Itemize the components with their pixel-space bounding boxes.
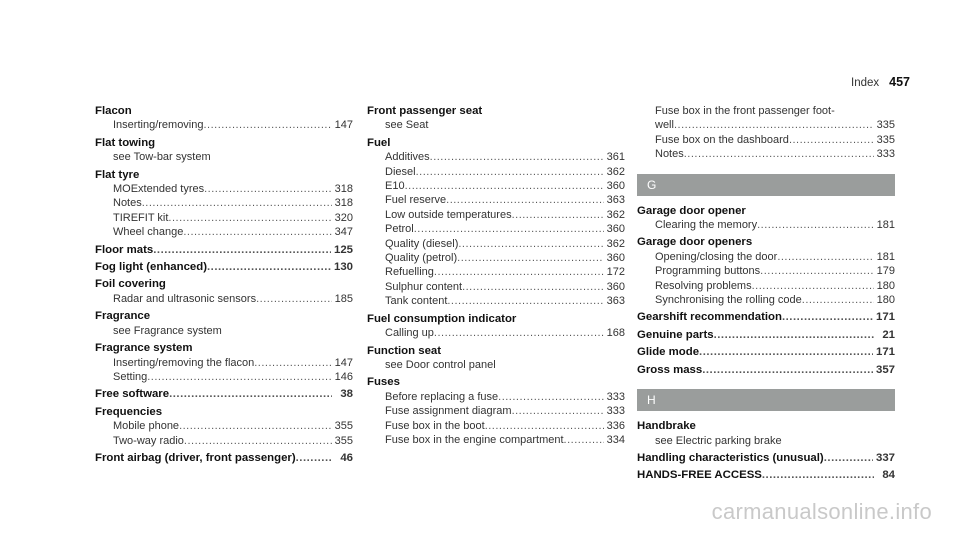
index-entry[interactable]: Fuse box on the dashboard ..... 335 xyxy=(655,133,895,147)
index-entry[interactable]: Programming buttons ..... 179 xyxy=(655,264,895,278)
index-entry-bold[interactable]: Genuine parts ..... 21 xyxy=(637,328,895,342)
index-entry[interactable]: Mobile phone ..... 355 xyxy=(113,419,353,433)
index-entry[interactable]: MOExtended tyres ..... 318 xyxy=(113,182,353,196)
index-entry[interactable]: Calling up ..... 168 xyxy=(385,326,625,340)
index-entry-bold[interactable]: Gross mass ..... 357 xyxy=(637,363,895,377)
index-entry[interactable]: Petrol ..... 360 xyxy=(385,222,625,236)
index-heading: Frequencies xyxy=(95,405,163,418)
index-entry[interactable]: Low outside temperatures ..... 362 xyxy=(385,208,625,222)
index-entry[interactable]: Fuse assignment diagram ..... 333 xyxy=(385,404,625,418)
index-heading: Flat tyre xyxy=(95,168,140,181)
index-entry[interactable]: Clearing the memory ..... 181 xyxy=(655,218,895,232)
page-header xyxy=(851,75,910,89)
index-entry[interactable]: Notes ..... 333 xyxy=(655,147,895,161)
index-entry-bold[interactable]: HANDS-FREE ACCESS ..... 84 xyxy=(637,468,895,482)
index-entry[interactable]: Before replacing a fuse ..... 333 xyxy=(385,390,625,404)
index-entry-bold[interactable]: Gearshift recommendation ..... 171 xyxy=(637,310,895,324)
index-heading: Fragrance xyxy=(95,310,151,323)
index-entry-bold[interactable]: Floor mats ..... 125 xyxy=(95,243,353,257)
index-entry-bold[interactable]: Handling characteristics (unusual) ..... 337 xyxy=(637,451,895,465)
index-entry[interactable]: Refuelling ..... 172 xyxy=(385,265,625,279)
index-entry-bold[interactable]: Front airbag (driver, front passenger) ..... 46 xyxy=(95,451,353,465)
index-heading: Foil covering xyxy=(95,278,166,291)
index-entry[interactable]: Fuel reserve ..... 363 xyxy=(385,193,625,207)
see-reference[interactable]: see Fragrance system xyxy=(113,324,222,337)
index-entry[interactable]: Opening/closing the door ..... 181 xyxy=(655,250,895,264)
index-entry[interactable]: Diesel ..... 362 xyxy=(385,165,625,179)
see-reference[interactable]: see Tow-bar system xyxy=(113,151,211,164)
index-entry[interactable]: TIREFIT kit ..... 320 xyxy=(113,211,353,225)
index-entry[interactable]: Quality (petrol) ..... 360 xyxy=(385,251,625,265)
index-entry[interactable]: Inserting/removing the flacon ..... 147 xyxy=(113,356,353,370)
index-heading: Handbrake xyxy=(637,420,696,433)
index-entry[interactable]: Setting ..... 146 xyxy=(113,370,353,384)
section-letter-h: H xyxy=(637,389,895,411)
index-entry-bold[interactable]: Glide mode ..... 171 xyxy=(637,345,895,359)
index-heading: Fuel xyxy=(367,136,391,149)
index-entry[interactable]: E10 ..... 360 xyxy=(385,179,625,193)
section-letter-g: G xyxy=(637,174,895,196)
index-column-1 xyxy=(95,104,353,465)
index-heading: Garage door openers xyxy=(637,236,753,249)
index-heading: Flacon xyxy=(95,105,132,117)
index-entry-bold[interactable]: Free software ..... 38 xyxy=(95,387,353,401)
index-entry[interactable]: Tank content ..... 363 xyxy=(385,294,625,308)
index-entry[interactable]: Sulphur content ..... 360 xyxy=(385,280,625,294)
index-heading: Fuel consumption indicator xyxy=(367,312,517,325)
index-entry[interactable]: Fuse box in the boot ..... 336 xyxy=(385,419,625,433)
index-entry[interactable]: Radar and ultrasonic sensors ..... 185 xyxy=(113,292,353,306)
index-heading: Function seat xyxy=(367,344,442,357)
index-entry[interactable]: Notes ..... 318 xyxy=(113,196,353,210)
watermark: carmanualsonline.info xyxy=(711,499,932,524)
index-heading: Garage door opener xyxy=(637,204,746,217)
see-reference[interactable]: see Electric parking brake xyxy=(655,434,782,447)
header-label: Index xyxy=(851,77,880,89)
index-entry[interactable]: Two-way radio ..... 355 xyxy=(113,434,353,448)
index-entry[interactable]: Fuse box in the engine compartment ..... 334 xyxy=(385,433,625,447)
index-entry-bold[interactable]: Fog light (enhanced) ..... 130 xyxy=(95,260,353,274)
index-heading: Front passenger seat xyxy=(367,105,483,117)
index-entry-continued: Fuse box in the front passenger foot- xyxy=(655,105,835,117)
index-entry[interactable]: Inserting/removing ..... 147 xyxy=(113,118,353,132)
see-reference[interactable]: see Door control panel xyxy=(385,358,496,371)
index-column-3 xyxy=(637,104,895,483)
index-entry[interactable]: Quality (diesel) ..... 362 xyxy=(385,237,625,251)
index-entry[interactable]: well ..... 335 xyxy=(655,118,895,132)
index-entry[interactable]: Wheel change ..... 347 xyxy=(113,225,353,239)
page-number: 457 xyxy=(889,75,910,89)
index-heading: Fragrance system xyxy=(95,342,193,355)
index-entry[interactable]: Resolving problems ..... 180 xyxy=(655,279,895,293)
index-entry[interactable]: Additives ..... 361 xyxy=(385,150,625,164)
index-entry[interactable]: Synchronising the rolling code ..... 180 xyxy=(655,293,895,307)
index-column-2 xyxy=(367,104,625,447)
index-heading: Fuses xyxy=(367,376,400,389)
index-heading: Flat towing xyxy=(95,136,156,149)
see-reference[interactable]: see Seat xyxy=(385,119,429,132)
